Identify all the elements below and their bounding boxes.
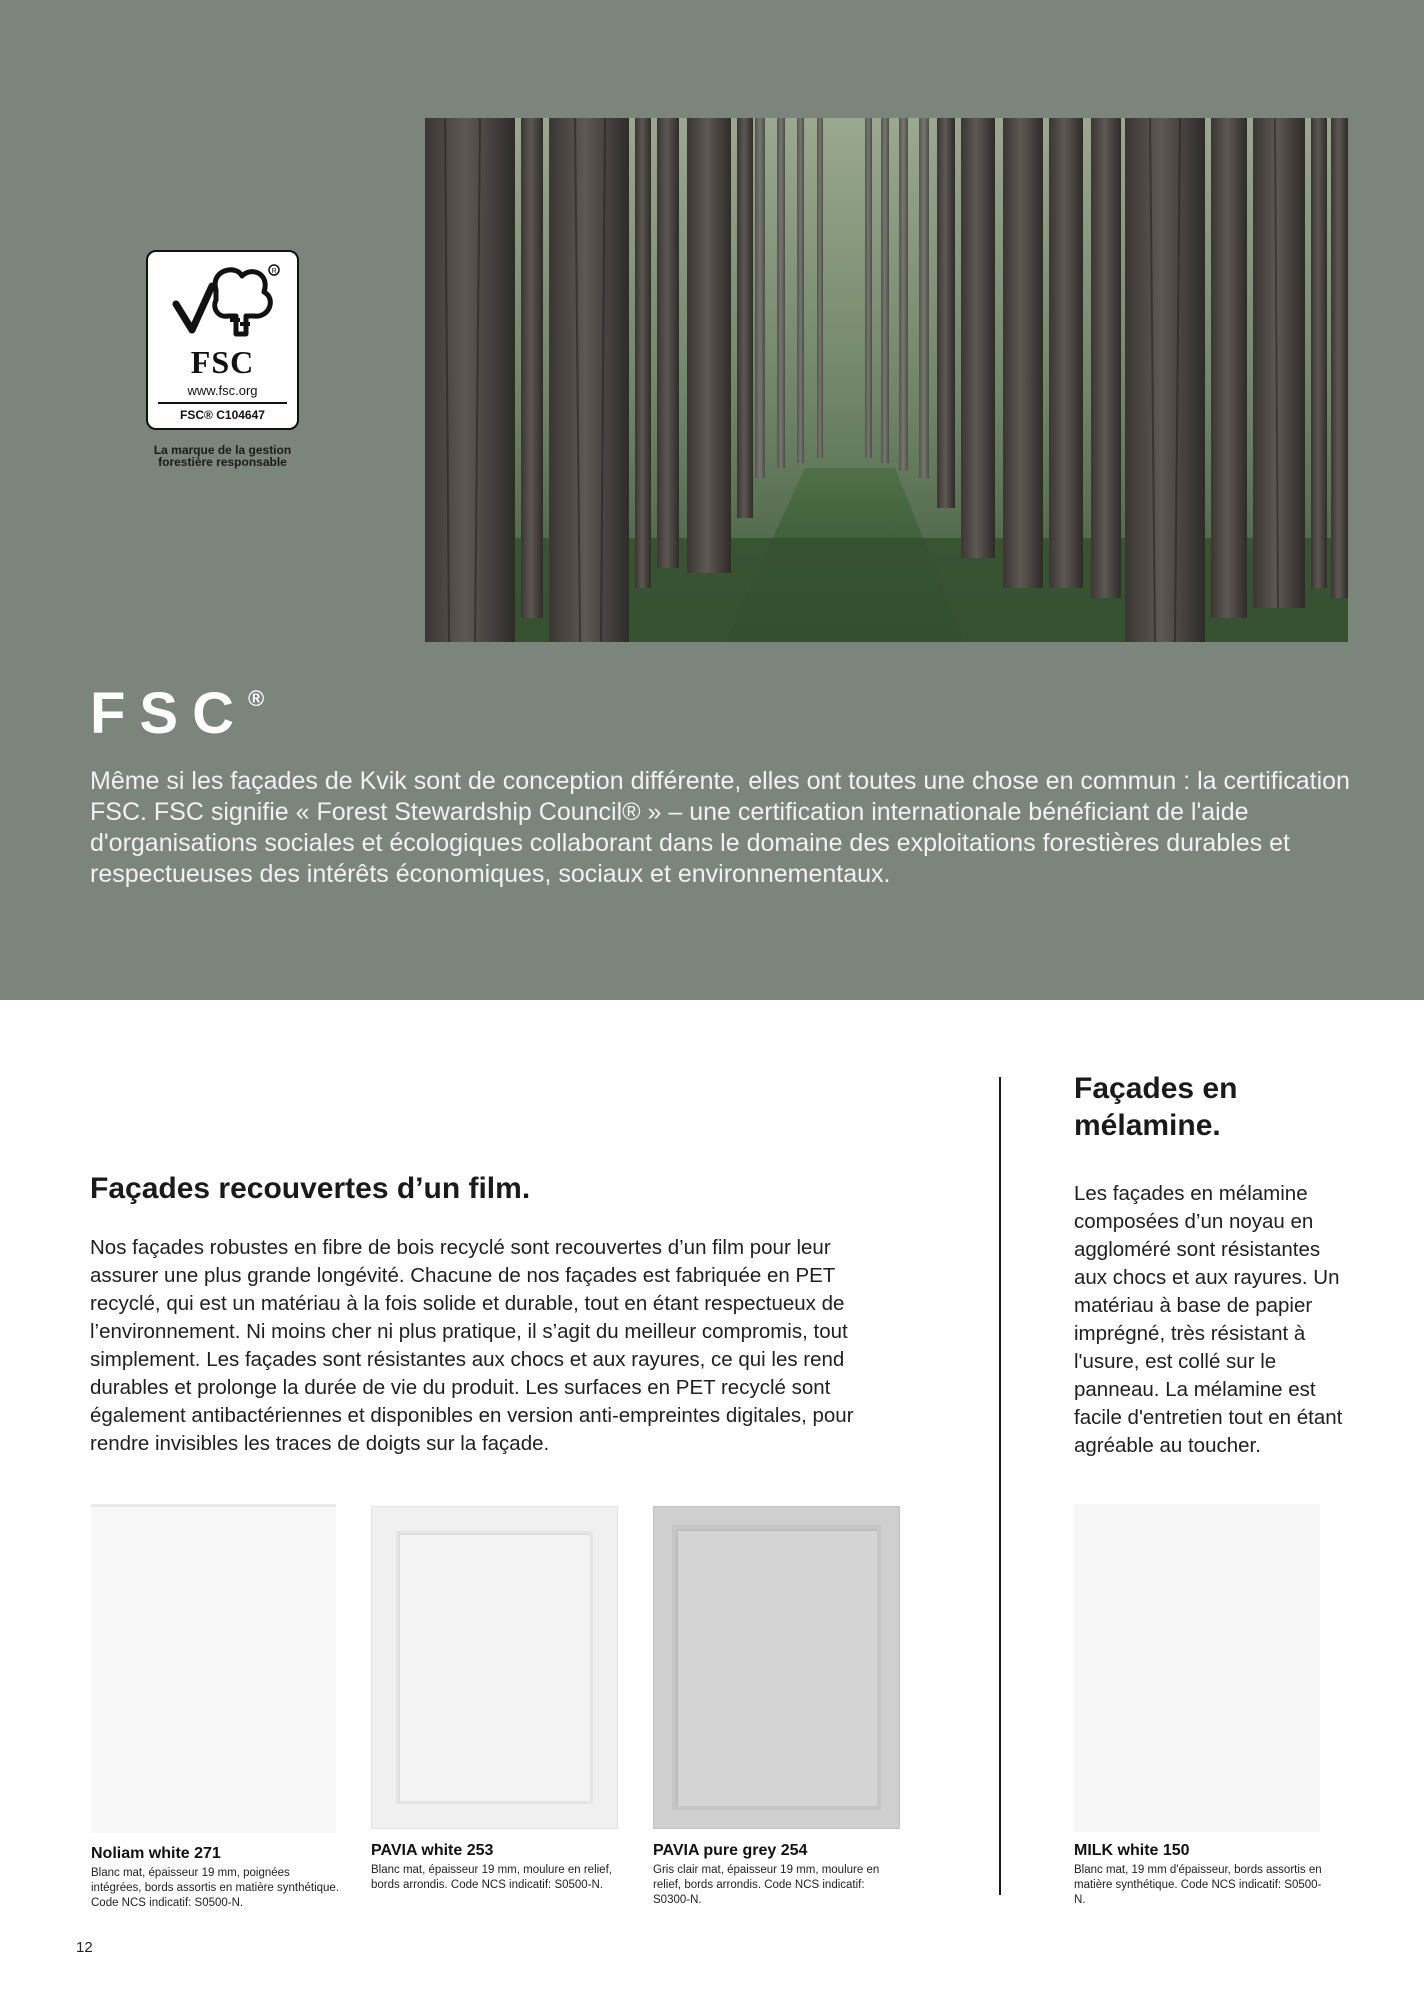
column-divider	[999, 1077, 1001, 1895]
product-label	[371, 1841, 621, 1893]
swatch-molding	[672, 1525, 881, 1810]
product-description: Blanc mat, épaisseur 19 mm, moulure en relief, bords arrondis. Code NCS indicatif: S0500-N.	[371, 1864, 612, 1891]
product-name: MILK white 150	[1074, 1842, 1190, 1859]
swatch-noliam-white-271	[91, 1504, 336, 1833]
svg-text:R: R	[271, 268, 277, 275]
product-description: Blanc mat, 19 mm d'épaisseur, bords assortis en matière synthétique. Code NCS indicatif: S0500-N.	[1074, 1864, 1322, 1906]
fsc-logo	[146, 250, 299, 430]
product-description: Blanc mat, épaisseur 19 mm, poignées intégrées, bords assortis en matière synthétique. Code NCS indicatif: S0500-N.	[91, 1867, 340, 1909]
film-section-title: Façades recouvertes d’un film.	[90, 1172, 531, 1205]
product-name: PAVIA white 253	[371, 1842, 494, 1859]
melamine-section-text: Les façades en mélamine composées d’un noyau en aggloméré sont résistantes aux chocs et aux rayures. Un matériau à base de papier imprégné, très résistant à l'usure, est collé sur le panneau. La mélamine est facile d'entretien tout en étant agréable au toucher.	[1074, 1182, 1343, 1457]
fsc-heading	[90, 680, 264, 747]
fsc-description: Même si les façades de Kvik sont de conception différente, elles ont toutes une chose en commun : la certification FSC. FSC signifie « Forest Stewardship Council® » – une certification internationale bénéficiant de l'aide d'organisations sociales et écologiques collaborant dans le domaine des exploitations forestières durables et respectueuses des intérêts économiques, sociaux et environnementaux.	[90, 767, 1350, 888]
melamine-section-title: Façades en mélamine.	[1074, 1072, 1238, 1142]
fsc-logo-url: www.fsc.org	[187, 383, 258, 398]
product-description: Gris clair mat, épaisseur 19 mm, moulure en relief, bords arrondis. Code NCS indicatif: S0300-N.	[653, 1864, 880, 1906]
product-label	[1074, 1841, 1324, 1908]
registered-mark: ®	[248, 686, 265, 711]
product-label	[91, 1844, 341, 1911]
page-number: 12	[76, 1939, 93, 1956]
forest-photo	[425, 118, 1348, 642]
product-label	[653, 1841, 903, 1908]
swatch-molding	[396, 1531, 593, 1804]
fsc-logo-caption: La marque de la gestion forestière responsable	[153, 443, 292, 469]
product-name: Noliam white 271	[91, 1845, 221, 1862]
fsc-heading-text: FSC	[90, 681, 248, 746]
swatch-milk-white-150	[1074, 1504, 1320, 1832]
product-name: PAVIA pure grey 254	[653, 1842, 808, 1859]
swatch-pavia-white-253	[371, 1506, 618, 1829]
fsc-logo-divider	[158, 402, 287, 404]
fsc-tree-check-icon	[166, 260, 283, 346]
swatch-pavia-pure-grey-254	[653, 1506, 900, 1829]
fsc-license-code: FSC® C104647	[180, 408, 265, 422]
film-section-text: Nos façades robustes en fibre de bois recyclé sont recouvertes d’un film pour leur assurer une plus grande longévité. Chacune de nos façades est fabriquée en PET recyclé, qui est un matériau à la fois solide et durable, tout en étant respectueux de l’environnement. Ni moins cher ni plus pratique, il s’agit du meilleur compromis, tout simplement. Les façades sont résistantes aux chocs et aux rayures, ce qui les rend durables et prolonge la durée de vie du produit. Les surfaces en PET recyclé sont également antibactériennes et disponibles en version anti-empreintes digitales, pour rendre invisibles les traces de doigts sur la façade.	[90, 1236, 854, 1455]
fsc-logo-wordmark: FSC	[190, 344, 255, 380]
